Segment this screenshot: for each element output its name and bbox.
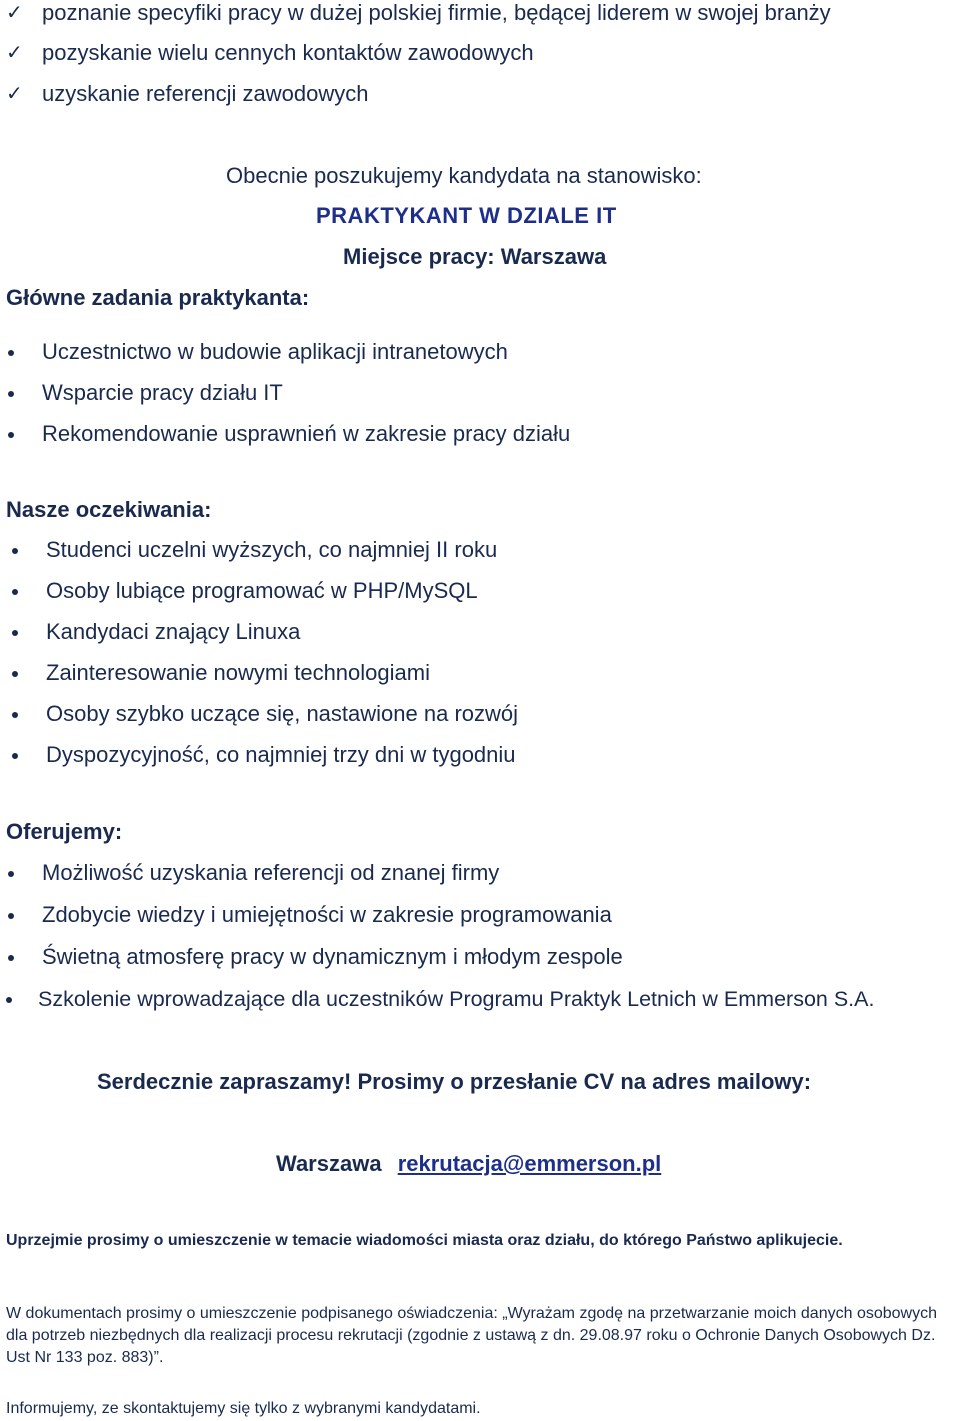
list-item: Zainteresowanie nowymi technologiami xyxy=(46,660,430,685)
list-item: Szkolenie wprowadzające dla uczestników Programu Praktyk Letnich w Emmerson S.A. xyxy=(38,987,875,1011)
list-item: Osoby szybko uczące się, nastawione na rozwój xyxy=(46,701,519,726)
list-item xyxy=(0,0,960,28)
list-item: Dyspozycyjność, co najmniej trzy dni w tygodniu xyxy=(46,742,516,767)
list-item: Zdobycie wiedzy i umiejętności w zakresie programowania xyxy=(42,902,612,927)
list-item: Wsparcie pracy działu IT xyxy=(42,380,283,405)
bullet-icon xyxy=(8,350,14,356)
list-item xyxy=(0,40,960,68)
subject-note: Uprzejmie prosimy o umieszczenie w temacie wiadomości miasta oraz działu, do którego Państwo aplikujecie. xyxy=(6,1232,843,1249)
bullet-icon xyxy=(12,589,18,595)
list-item-text: pozyskanie wielu cennych kontaktów zawodowych xyxy=(42,40,534,65)
position-title: PRAKTYKANT W DZIALE IT xyxy=(316,203,617,228)
check-icon: ✓ xyxy=(6,2,23,24)
bullet-icon xyxy=(12,630,18,636)
invitation-text: Serdecznie zapraszamy! Prosimy o przesłanie CV na adres mailowy: xyxy=(97,1069,812,1094)
bullet-icon xyxy=(12,671,18,677)
info-note: Informujemy, ze skontaktujemy się tylko z wybranymi kandydatami. xyxy=(6,1400,481,1417)
bullet-icon xyxy=(6,997,12,1003)
list-item: Kandydaci znający Linuxa xyxy=(46,619,301,644)
consent-statement: W dokumentach prosimy o umieszczenie podpisanego oświadczenia: „Wyrażam zgodę na przetwarzanie moich danych osobowych dla potrzeb niezbędnych dla realizacji procesu rekrutacji (zgodnie z ustawą z dn. 29.08.97 roku o Ochronie Danych Osobowych Dz. Ust Nr 133 poz. 883)”. xyxy=(6,1305,937,1366)
list-item-text: uzyskanie referencji zawodowych xyxy=(42,81,369,106)
contact-city: Warszawa xyxy=(276,1151,382,1176)
bullet-icon xyxy=(12,548,18,554)
email-link[interactable]: rekrutacja@emmerson.pl xyxy=(397,1151,662,1176)
list-item: Osoby lubiące programować w PHP/MySQL xyxy=(46,578,478,603)
check-icon: ✓ xyxy=(6,83,23,105)
bullet-icon xyxy=(8,432,14,438)
check-icon: ✓ xyxy=(6,42,23,64)
list-item: Uczestnictwo w budowie aplikacji intranetowych xyxy=(42,339,508,364)
bullet-icon xyxy=(8,871,14,877)
tasks-heading: Główne zadania praktykanta: xyxy=(6,285,310,310)
expectations-heading: Nasze oczekiwania: xyxy=(6,497,212,522)
list-item-text: poznanie specyfiki pracy w dużej polskiej firmie, będącej liderem w swojej branży xyxy=(42,0,831,25)
bullet-icon xyxy=(8,955,14,961)
bullet-icon xyxy=(12,712,18,718)
list-item: Studenci uczelni wyższych, co najmniej II roku xyxy=(46,537,498,562)
list-item: Świetną atmosferę pracy w dynamicznym i młodym zespole xyxy=(42,944,623,969)
position-intro: Obecnie poszukujemy kandydata na stanowisko: xyxy=(226,163,702,188)
list-item: Rekomendowanie usprawnień w zakresie pracy działu xyxy=(42,421,571,446)
list-item xyxy=(0,81,960,109)
list-item: Możliwość uzyskania referencji od znanej firmy xyxy=(42,860,500,885)
contact-line xyxy=(276,1151,661,1177)
offer-heading: Oferujemy: xyxy=(6,819,123,844)
bullet-icon xyxy=(8,913,14,919)
bullet-icon xyxy=(8,391,14,397)
bullet-icon xyxy=(12,753,18,759)
work-location: Miejsce pracy: Warszawa xyxy=(343,244,607,269)
